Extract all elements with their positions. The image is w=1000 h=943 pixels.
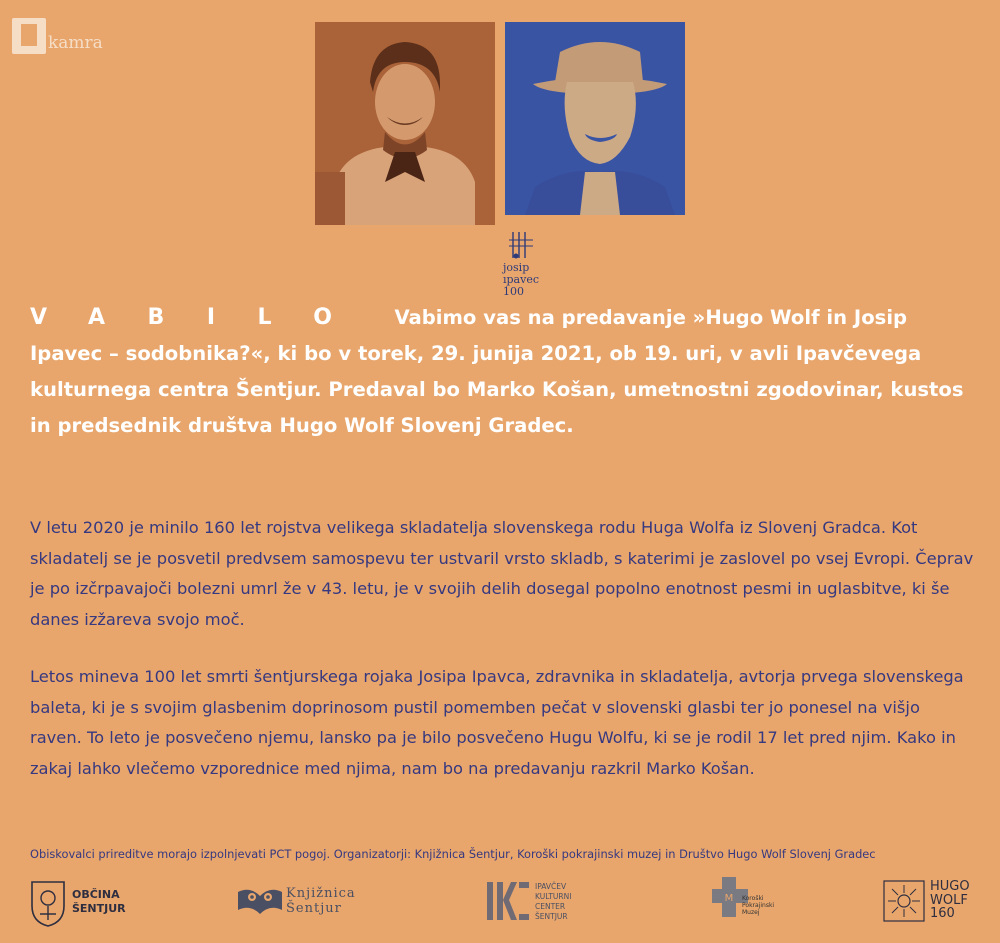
organizer-logos	[0, 870, 1000, 930]
josip-ipavec-portrait	[505, 22, 685, 215]
hw-line2: WOLF	[930, 892, 968, 908]
obcina-line1: OBČINA	[72, 888, 120, 901]
svg-text:M: M	[724, 893, 734, 904]
knjiznica-line2: Šentjur	[286, 901, 342, 916]
obcina-sentjur-logo	[28, 878, 128, 926]
knjiznica-sentjur-logo	[236, 882, 376, 922]
sunburst-icon	[883, 880, 925, 922]
ipavcev-kulturni-center-logo	[485, 878, 605, 928]
vabilo-title: VABILO	[30, 305, 375, 330]
obcina-line2: ŠENTJUR	[72, 902, 126, 915]
kpm-line3: Muzej	[742, 909, 760, 916]
hugo-wolf-portrait	[315, 22, 495, 225]
kpm-line1: Koroški	[742, 895, 764, 902]
hw-line1: HUGO	[930, 879, 970, 894]
paragraph-hugo-wolf: V letu 2020 je minilo 160 let rojstva velikega skladatelja slovenskega rodu Huga Wolfa iz Slovenj Gradca. Kot skladatelj se je posvetil predvsem samospevu ter ustvaril vrsto skladb, s katerimi je zaslovel po vsej Evropi. Čeprav je po izčrpavajoči bolezni umrl že v 43. letu, je v svojih delih dosegal popolno enotnost pesmi in uglasbitve, ki še danes izžareva svojo moč.	[30, 518, 974, 629]
hw-line3: 160	[930, 906, 955, 921]
coat-of-arms-icon	[28, 878, 68, 928]
kamra-logo-text: kamra	[48, 33, 103, 53]
ikc-mark-icon	[485, 878, 531, 924]
paragraph-josip-ipavec: Letos mineva 100 let smrti šentjurskega rojaka Josipa Ipavca, zdravnika in skladatelja, avtorja prvega slovenskega baleta, ki je s svojim glasbenim doprinosom pustil pomemben pečat v slovenski glasbi ter jo ponesel na višjo raven. To leto je posvečeno njemu, lansko pa je bilo posvečeno Hugu Wolfu, ki se je rodil 17 let pred njim. Kako in zakaj lahko vlečemo vzporednice med njima, nam bo na predavanju razkril Marko Košan.	[30, 667, 964, 778]
owl-book-icon	[236, 882, 284, 918]
ikc-line1: IPAVČEV	[535, 882, 567, 891]
music-note-icon	[509, 230, 539, 262]
josip-ipavec-100-logo	[503, 230, 551, 305]
hugo-wolf-160-logo	[883, 880, 993, 925]
logo-mini-line2: ıpavec	[503, 273, 540, 286]
logo-mini-line1: josip	[503, 261, 530, 274]
footer-note: Obiskovalci prireditve morajo izpolnjevati PCT pogoj. Organizatorji: Knjižnica Šentjur, Koroški pokrajinski muzej in Društvo Hugo Wolf Slovenj Gradec	[30, 847, 876, 861]
koroski-pokrajinski-muzej-logo	[710, 875, 800, 925]
ikc-line3: CENTER	[535, 902, 566, 911]
kpm-line2: Pokrajinski	[742, 902, 775, 909]
logo-mini-line3: 100	[503, 285, 524, 298]
kamra-logo	[12, 18, 122, 62]
invitation-heading	[30, 300, 975, 444]
invitation-intro: Vabimo vas na predavanje »Hugo Wolf in Josip Ipavec – sodobnika?«, ki bo v torek, 29. junija 2021, ob 19. uri, v avli Ipavčevega kulturnega centra Šentjur. Predaval bo Marko Košan, umetnostni zgodovinar, kustos in predsednik društva Hugo Wolf Slovenj Gradec.	[30, 306, 964, 437]
kamra-logo-mark	[12, 18, 46, 54]
ikc-line4: ŠENTJUR	[535, 912, 568, 921]
knjiznica-line1: Knjižnica	[286, 886, 356, 901]
ikc-line2: KULTURNI	[535, 892, 572, 901]
